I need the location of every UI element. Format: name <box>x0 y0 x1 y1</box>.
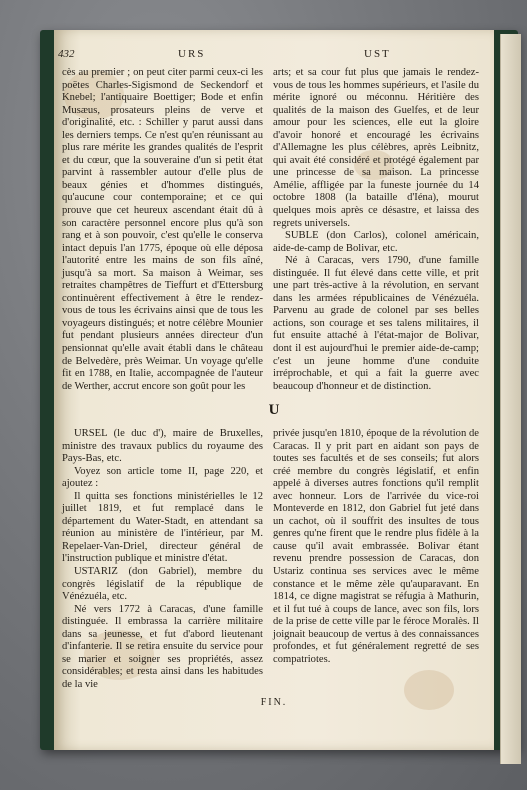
section-letter: U <box>268 402 280 418</box>
paragraph: Né vers 1772 à Caracas, d'une famille distinguée. Il embrassa la carrière militaire dans sa jeunesse, et fut d'abord lieutenant d'infanterie. Il se retira ensuite du service pour se marier et soigner ses propriétés, assez considérables; et resta ainsi dans les habitudes de la vie <box>62 603 263 690</box>
text-column-1 <box>62 67 263 393</box>
fin-footer: FIN. <box>260 697 288 708</box>
paragraph: arts; et sa cour fut plus que jamais le rendez-vous de tous les hommes supérieurs, et l'asile du mérite ignoré ou méconnu. Héritière des qualités de la maison des Guelfes, et de leur amour pour les sciences, elle eut la gloire d'avoir honoré et encouragé les écrivains d'Allemagne les plus célèbres, après Leibnitz, qui avait été considéré et protégé également par une princesse de sa maison. La princesse Amélie, affligée par la funeste journée du 14 octobre 1808 (la bataille d'Iéna), mourut quelques mois après ce désastre, et laissa des regrets universels. <box>273 67 479 229</box>
page-number: 432 <box>58 48 75 60</box>
paragraph: Il quitta ses fonctions ministérielles le 12 juillet 1819, et fut remplacé dans le département du Water-Stadt, en attendant sa réunion au ministère de l'intérieur, par M. Repelaer-Van-Driel, directeur général de l'instruction publique et ministre d'état. <box>62 490 263 565</box>
running-head-right: UST <box>364 48 391 60</box>
paragraph: Né à Caracas, vers 1790, d'une famille distinguée. Il fut élevé dans cette ville, et prit une part très-active à la révolution, en servant dans les armées républicaines de Vénézuéla. Parvenu au grade de colonel par ses belles actions, son courage et ses talens militaires, il fut ensuite attaché à l'état-major de Bolivar, dont il est aujourd'hui le premier aide-de-camp; c'est un jeune homme d'une conduite irréprochable, et qui a fait la guerre avec beaucoup d'honneur et de distinction. <box>273 255 479 392</box>
paragraph: cès au premier ; on peut citer parmi ceux-ci les poëtes Charles-Sigismond de Seckendorf et Knebel; l'antiquaire Boettiger; Bode et enfin Musæus, prosateurs pleins de verve et d'originalité, etc. : Schiller y parut aussi dans les derniers temps. Ce n'est qu'en réunissant au plus rare mérite les grandes qualités de l'esprit et du cœur, que la souveraine d'un si petit état parvint à rassembler autour d'elle plus de beaux génies et d'hommes distingués, qu'aucune cour contemporaine; et ce qui prouve que cet heureux ascendant était dû à son caractère personnel encore plus qu'à son rang et à son pouvoir, c'est qu'elle le conserva intact depuis l'an 1775, époque où elle déposa l'autorité entre les mains de son fils aîné, jusqu'à sa mort. Sa maison à Weimar, ses retraites champêtres de Tieffurt et d'Ettersburg continuèrent effectivement à être le rendez-vous de tous les écrivains ainsi que de tous les voyageurs distingués; et notre célèbre Mounier fut pendant plusieurs années directeur d'un pensionnat qu'elle avait établi dans le château de Belvedère, près Weimar. Un voyage qu'elle fit en 1788, en Italie, accompagnée de l'auteur de Werther, accrut encore son goût pour les <box>62 67 263 392</box>
text-column-4 <box>273 428 479 666</box>
running-header <box>54 48 494 64</box>
text-column-3 <box>62 428 263 691</box>
entry-heading-suble: SUBLE (don Carlos), colonel américain, aide-de-camp de Bolivar, etc. <box>273 230 479 254</box>
running-head-left: URS <box>178 48 206 60</box>
page-edges <box>500 34 521 764</box>
paragraph: Voyez son article tome II, page 220, et ajoutez : <box>62 465 263 490</box>
entry-heading-ursel: URSEL (le duc d'), maire de Bruxelles, ministre des travaux publics du royaume des Pays-Bas, etc. <box>62 428 263 465</box>
text-column-2 <box>273 67 479 393</box>
entry-heading-ustariz: USTARIZ (don Gabriel), membre du congrès législatif de la république de Vénézuéla, etc. <box>62 566 263 603</box>
book-page <box>54 30 494 750</box>
paragraph: privée jusqu'en 1810, époque de la révolution de Caracas. Il y prit part en aidant son pays de toutes ses facultés et de ses conseils; fut alors créé membre du congrès législatif, et enfin appelé à diverses autres fonctions qu'il remplit avec honneur. Lors de l'arrivée du vice-roi Monteverde en 1812, don Gabriel fut jeté dans un cachot, où il souffrit des insultes de tous genres qu'ne firent que le rendre plus fidèle à la cause qu'il avait embrassée. Bolivar étant revenu prendre possession de Caracas, don Ustariz continua ses services avec le même constance et le même zèle qu'auparavant. En 1814, ce digne magistrat se réfugia à Mathurin, et il fut tué à coups de lance, avec son fils, lors de la prise de cette ville par le féroce Moralès. Il joignait beaucoup de vertus à des connaissances profondes, et fut généralement regretté de ses compatriotes. <box>273 428 479 665</box>
